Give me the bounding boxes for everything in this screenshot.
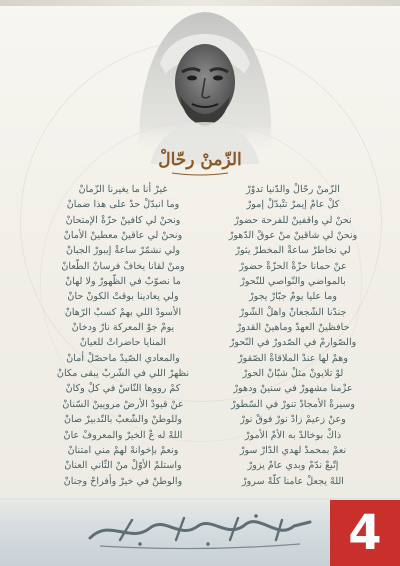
verse: والوطنْ في خيرْ وأفراحْ وجنانْ [63, 475, 183, 487]
verse: ونحنْ لي كافينْ حزّةْ الإمتحانْ [65, 214, 181, 226]
verse: كلْ عامْ إيمرْ تتْبدّلْ إمورْ [246, 199, 340, 211]
verse: نظهرْ اللي في الشّربْ يبقى مكانْ [56, 368, 190, 380]
verse: عزْمنا مشهورْ في سنينْ ودهورْ [233, 383, 353, 395]
poem-title: الزّمنْ رحّالْ [158, 150, 242, 170]
verse: جندْنا الشّجعانْ واهلْ الشّورْ [239, 306, 347, 318]
verse: اللهْ له عْ الخيرْ والمعروفْ عانْ [63, 429, 183, 441]
verse: الزّمنْ رحّالْ والدّنيا تدوْرْ [246, 184, 340, 195]
calligraphy-signature [80, 510, 320, 550]
verse: والصّوارمْ في الصّدورْ في النّحورْ [229, 337, 357, 349]
verse: ونعمْ بإخوانهْ لهمْ مني امتنانْ [67, 444, 179, 456]
verse: وللوطنْ والشّعبْ بالتّدبيرْ صانْ [63, 414, 183, 426]
verse: غيرْ أنا ما يغيرنا الزّمانْ [78, 184, 168, 195]
verse: عنْ قيودْ الأرضْ مرويينْ السّنانْ [62, 398, 184, 410]
verse: نعمْ بمحمدْ لهدي الدّارْ سورْ [239, 444, 347, 456]
verse: الأسودْ اللي بهمْ كسبْ الرّهانْ [64, 306, 182, 318]
verse: ومنْ لقانا يخافْ فرسانْ الطّعانْ [61, 260, 185, 272]
verse: واستلمْ الأوّلْ منْ الثّاني العنانْ [64, 460, 182, 472]
verse: عنْ حمانا حزّةْ الحزّةْ حضورْ [239, 260, 347, 272]
verse: والمعادي الصّيدْ ماحصّلْ أمانْ [66, 352, 180, 364]
verse: ذاكْ بوخالدْ به الأمْ الأمورْ [244, 429, 342, 441]
verse: إتّبعْ ندّمْ وبدي عامْ يزورْ [247, 460, 339, 472]
verse: يومْ جوْ المعركة نارْ ودخانْ [71, 322, 175, 334]
poem-right-column [218, 182, 368, 489]
channel-logo [330, 500, 400, 566]
portrait-image [120, 4, 290, 164]
poem-left-column [48, 182, 198, 489]
verse: حافظينْ العهدْ وماهينْ القدورْ [236, 322, 350, 334]
logo-digit: 4 [348, 505, 382, 561]
verse: لي نخاطرْ ساعةْ المخطرْ يثورْ [235, 245, 351, 257]
verse: وسيرةْ الأمجادْ تنورْ في السّطورْ [230, 398, 356, 410]
verse: وما عليا يومْ جبّارْ يجورْ [248, 291, 337, 303]
verse: ولي نشمّرْ ساعةْ إيبورْ الجبانْ [65, 245, 181, 257]
verse: ما نصوّبْ في الظّهورْ ولا لهانْ [65, 276, 181, 288]
verse: اللهْ يجعلْ عامنا كلّهْ سرورْ [242, 475, 344, 487]
verse: كمْ رووها النّاسْ في كلْ وكانْ [65, 383, 181, 395]
verse: ونحنْ لي شاقينْ منْ عوقْ الدّهورْ [228, 230, 358, 242]
verse: نحنْ لي واقفينْ للفرحة حضورْ [234, 214, 352, 226]
verse: لوْ تلايونْ مثلْ شبّانْ الحورْ [242, 368, 344, 380]
verse: وما انبدّلْ حدْ على هذا ضمانْ [66, 199, 180, 211]
verse: المنايا حاضراتْ للعيانْ [79, 337, 167, 349]
verse: وعنْ زعيمْ زادْ نورْ فوقْ نورْ [240, 414, 346, 426]
title-flourish [170, 170, 230, 176]
verse: بالمواضي والنّواصي للنّحورْ [240, 276, 346, 288]
verse: ولي يعادينا بوقتْ الكونْ حانْ [67, 291, 179, 303]
verse: ونحنْ لي عاقينْ معطينْ الأمانْ [63, 230, 183, 242]
verse: وهمْ لها عندْ الملاقاةْ الصّقورْ [238, 352, 348, 364]
